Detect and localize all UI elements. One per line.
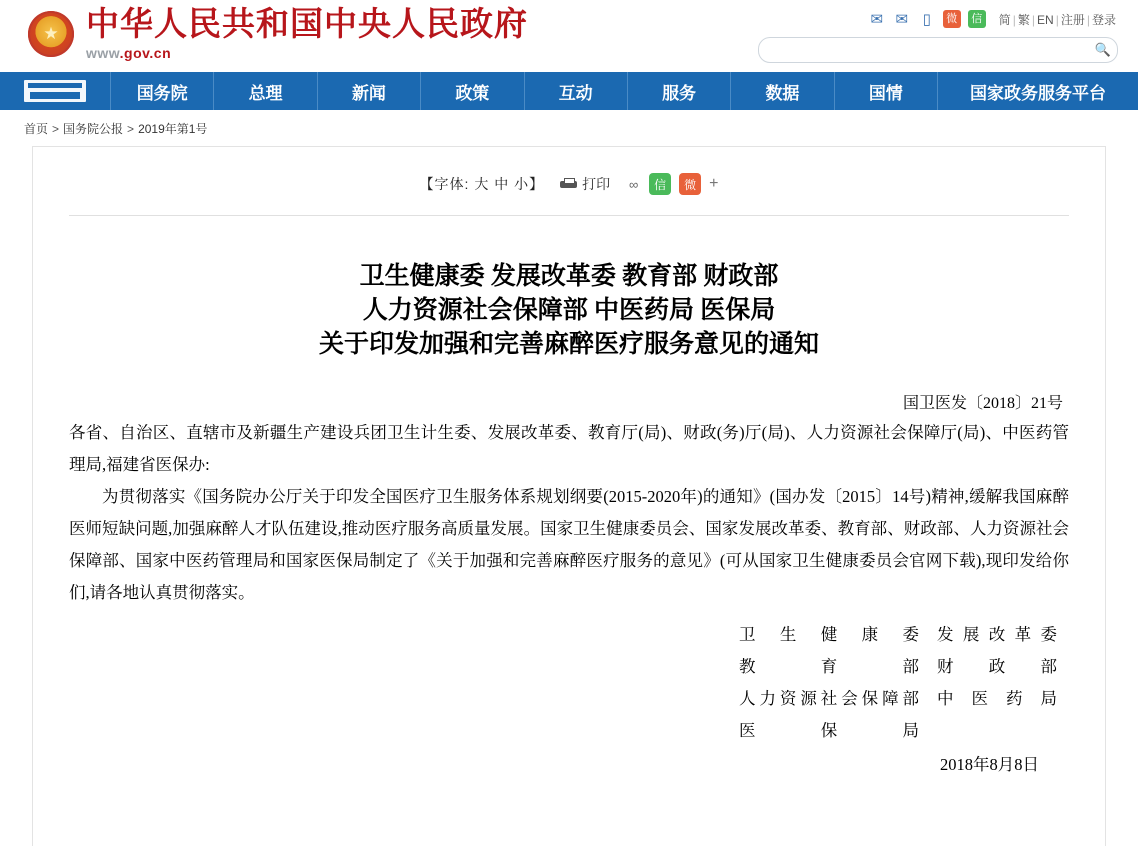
main-navigation xyxy=(0,72,1138,110)
signature-row xyxy=(739,619,1069,651)
signature-left-1: 卫生健康委 xyxy=(739,625,919,644)
site-url-suffix: .gov.cn xyxy=(119,45,172,61)
print-label: 打印 xyxy=(582,176,611,192)
search-icon: 🔍 xyxy=(1094,42,1112,57)
header-icon-row xyxy=(758,8,1118,30)
breadcrumb-item-gazette[interactable]: 国务院公报 xyxy=(63,122,124,136)
document-recipient: 各省、自治区、直辖市及新疆生产建设兵团卫生计生委、发展改革委、教育厅(局)、财政(务)厅(局)、人力资源社会保障厅(局)、中医药管理局,福建省医保办: xyxy=(69,423,1069,474)
weibo-icon[interactable]: 微 xyxy=(943,10,961,28)
mobile-icon[interactable]: ▯ xyxy=(922,10,931,28)
nav-item-xinwen[interactable]: 新闻 xyxy=(317,72,420,110)
signature-columns xyxy=(739,619,1069,781)
search-box[interactable] xyxy=(758,37,1118,63)
header-links: 简 | 繁 | EN | 注册 | 登录 xyxy=(998,12,1116,27)
breadcrumb-item-home[interactable]: 首页 xyxy=(24,122,49,136)
font-size-control xyxy=(420,174,545,194)
login-link[interactable]: 登录 xyxy=(1091,12,1116,27)
document-body xyxy=(69,417,1069,609)
brand-text xyxy=(86,6,528,61)
font-size-large-button[interactable]: 大 xyxy=(474,176,490,192)
share-wechat-icon[interactable]: 信 xyxy=(649,173,671,195)
nav-item-guoqing[interactable]: 国情 xyxy=(834,72,937,110)
article-toolbar xyxy=(69,147,1069,215)
font-size-label-end: 】 xyxy=(529,176,545,192)
site-brand[interactable] xyxy=(28,6,528,61)
font-size-small-button[interactable]: 小 xyxy=(514,176,530,192)
nav-item-fuwu[interactable]: 服务 xyxy=(627,72,730,110)
national-emblem-icon xyxy=(28,11,74,57)
message-icon[interactable]: ✉ xyxy=(895,10,909,28)
breadcrumb-item-issue[interactable]: 2019年第1号 xyxy=(138,122,208,136)
font-size-medium-button[interactable]: 中 xyxy=(494,176,510,192)
document-number: 国卫医发〔2018〕21号 xyxy=(902,395,1063,412)
register-link[interactable]: 注册 xyxy=(1060,12,1085,27)
signature-left-3: 人力资源社会保障部 xyxy=(739,689,919,708)
wechat-icon[interactable]: 信 xyxy=(968,10,986,28)
search-button[interactable] xyxy=(1089,39,1117,61)
share-weibo-icon[interactable]: 微 xyxy=(679,173,701,195)
signature-row xyxy=(739,715,1069,747)
nav-gate-logo-icon[interactable] xyxy=(0,72,110,110)
site-url-prefix: www xyxy=(86,45,120,61)
share-icon[interactable]: ∞ xyxy=(628,176,639,192)
site-header xyxy=(0,0,1138,72)
mail-icon[interactable]: ✉ xyxy=(870,10,884,28)
nav-item-shuju[interactable]: 数据 xyxy=(730,72,833,110)
breadcrumb xyxy=(0,110,1138,146)
site-title: 中华人民共和国中央人民政府 xyxy=(86,7,528,43)
header-right xyxy=(758,8,1118,63)
breadcrumb-separator: > xyxy=(52,122,60,136)
signature-right-3: 中医药局 xyxy=(937,689,1057,708)
search-input[interactable] xyxy=(759,39,1089,61)
document-signature xyxy=(69,619,1069,781)
font-size-label: 【字体: xyxy=(419,176,470,192)
printer-icon xyxy=(560,178,577,191)
document-paragraph: 为贯彻落实《国务院办公厅关于印发全国医疗卫生服务体系规划纲要(2015-2020年)的通知》(国办发〔2015〕14号)精神,缓解我国麻醉医师短缺问题,加强麻醉人才队伍建设,推动医疗服务高质量发展。国家卫生健康委员会、国家发展改革委、教育部、财政部、人力资源社会保障部、国家中医药管理局和国家医保局制定了《关于加强和完善麻醉医疗服务的意见》(可从国家卫生健康委员会官网下载),现印发给你们,请各地认真贯彻落实。 xyxy=(69,487,1069,602)
lang-english-link[interactable]: EN xyxy=(1037,12,1054,27)
lang-simplified-link[interactable]: 简 xyxy=(998,12,1011,27)
nav-item-guowuyuan[interactable]: 国务院 xyxy=(110,72,213,110)
nav-item-hudong[interactable]: 互动 xyxy=(524,72,627,110)
document-title xyxy=(69,216,1069,362)
lang-traditional-link[interactable]: 繁 xyxy=(1017,12,1030,27)
signature-right-4 xyxy=(925,715,1057,747)
document-title-line-2: 人力资源社会保障部 中医药局 医保局 xyxy=(362,297,776,324)
article-card xyxy=(32,146,1106,846)
share-more-button[interactable]: + xyxy=(709,175,719,192)
signature-right-1: 发展改革委 xyxy=(937,625,1057,644)
nav-item-service-platform[interactable]: 国家政务服务平台 xyxy=(937,72,1138,110)
site-url xyxy=(86,45,528,61)
document-title-line-1: 卫生健康委 发展改革委 教育部 财政部 xyxy=(359,263,779,290)
document-title-line-3: 关于印发加强和完善麻醉医疗服务意见的通知 xyxy=(318,331,819,358)
share-group xyxy=(626,173,718,195)
signature-left-2: 教育部 xyxy=(739,657,919,676)
breadcrumb-separator-2: > xyxy=(127,122,135,136)
signature-date: 2018年8月8日 xyxy=(940,755,1039,774)
nav-item-zhengce[interactable]: 政策 xyxy=(420,72,523,110)
print-button[interactable] xyxy=(560,174,610,194)
signature-left-4: 医保局 xyxy=(739,721,919,740)
signature-right-2: 财政部 xyxy=(937,657,1057,676)
signature-row xyxy=(739,683,1069,715)
signature-row xyxy=(739,651,1069,683)
nav-item-zongli[interactable]: 总理 xyxy=(213,72,316,110)
